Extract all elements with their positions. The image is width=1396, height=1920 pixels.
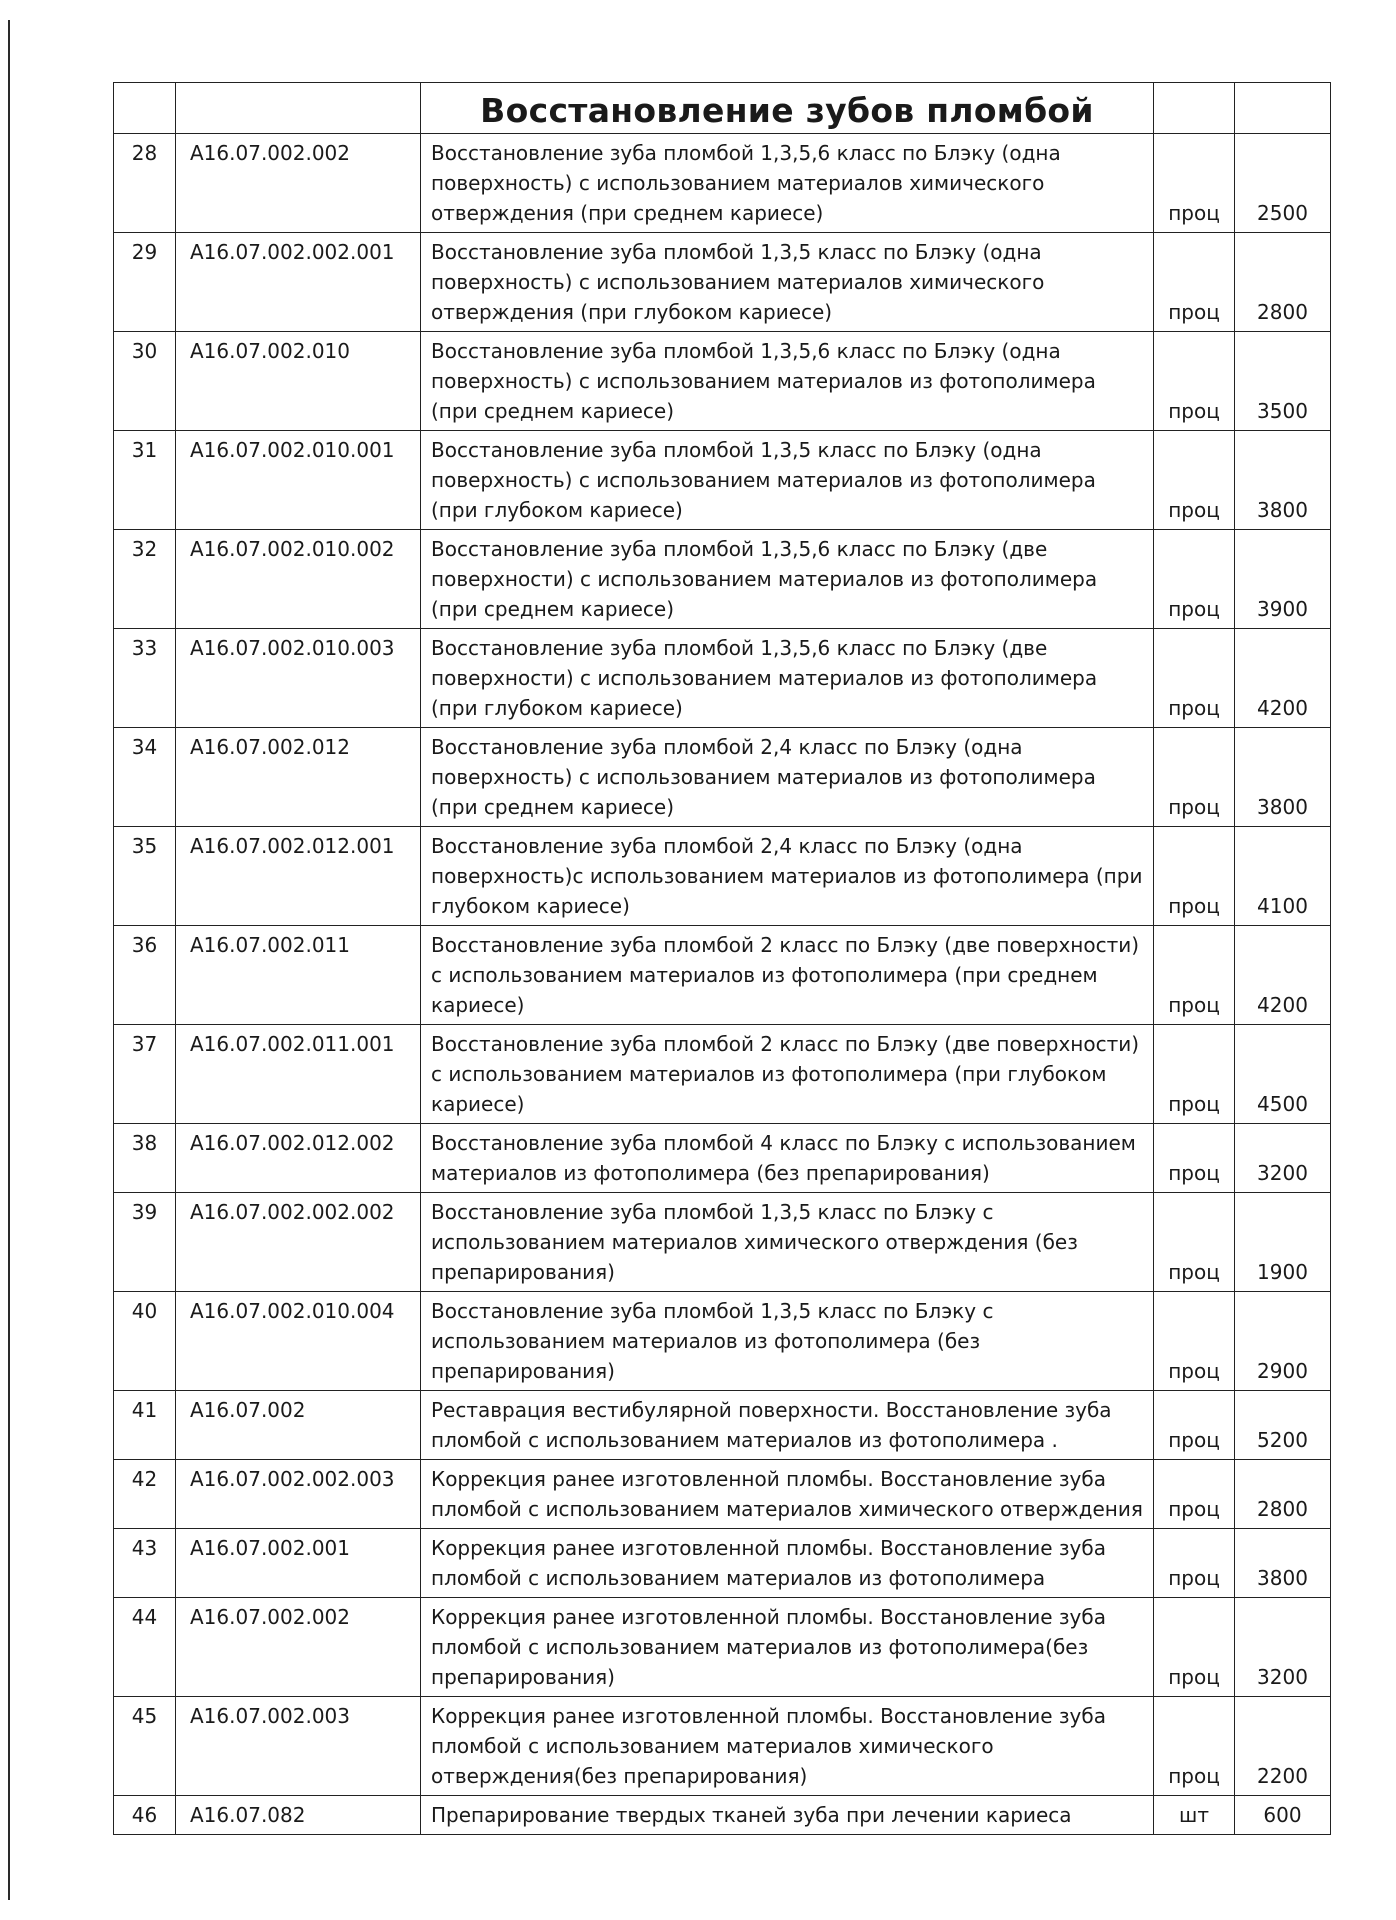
table-row	[114, 1598, 1331, 1697]
table-row	[114, 1529, 1331, 1598]
table-row	[114, 1391, 1331, 1460]
service-name: Восстановление зуба пломбой 2 класс по Блэку (две поверхности) с использованием материалов из фотополимера (при среднем кариесе)	[421, 926, 1154, 1025]
service-name: Реставрация вестибулярной поверхности. Восстановление зуба пломбой с использованием материалов из фотополимера .	[421, 1391, 1154, 1460]
table-row	[114, 1124, 1331, 1193]
unit-label: проц	[1154, 134, 1235, 233]
row-number: 37	[114, 1025, 176, 1124]
price-value: 5200	[1235, 1391, 1331, 1460]
service-name: Восстановление зуба пломбой 1,3,5,6 класс по Блэку (одна поверхность) с использованием материалов из фотополимера (при среднем кариесе)	[421, 332, 1154, 431]
service-name: Восстановление зуба пломбой 1,3,5,6 класс по Блэку (одна поверхность) с использованием материалов химического отверждения (при среднем кариесе)	[421, 134, 1154, 233]
row-number: 40	[114, 1292, 176, 1391]
table-row	[114, 926, 1331, 1025]
row-number: 36	[114, 926, 176, 1025]
table-row	[114, 332, 1331, 431]
row-number: 33	[114, 629, 176, 728]
price-value: 3800	[1235, 1529, 1331, 1598]
service-code: A16.07.002	[176, 1391, 421, 1460]
unit-label: проц	[1154, 1697, 1235, 1796]
service-code: A16.07.002.002.002	[176, 1193, 421, 1292]
row-number: 44	[114, 1598, 176, 1697]
service-name: Восстановление зуба пломбой 2,4 класс по Блэку (одна поверхность)с использованием материалов из фотополимера (при глубоком кариесе)	[421, 827, 1154, 926]
price-value: 4200	[1235, 926, 1331, 1025]
table-header-row	[114, 83, 1331, 134]
service-name: Восстановление зуба пломбой 1,3,5 класс по Блэку с использованием материалов химического отверждения (без препарирования)	[421, 1193, 1154, 1292]
service-name: Восстановление зуба пломбой 1,3,5 класс по Блэку (одна поверхность) с использованием материалов химического отверждения (при глубоком кариесе)	[421, 233, 1154, 332]
unit-label: проц	[1154, 1193, 1235, 1292]
price-value: 3800	[1235, 431, 1331, 530]
service-name: Коррекция ранее изготовленной пломбы. Восстановление зуба пломбой с использованием материалов из фотополимера	[421, 1529, 1154, 1598]
row-number: 42	[114, 1460, 176, 1529]
row-number: 32	[114, 530, 176, 629]
header-empty-cell	[1235, 83, 1331, 134]
service-name: Восстановление зуба пломбой 4 класс по Блэку с использованием материалов из фотополимера (без препарирования)	[421, 1124, 1154, 1193]
unit-label: проц	[1154, 1598, 1235, 1697]
price-value: 4200	[1235, 629, 1331, 728]
price-value: 3900	[1235, 530, 1331, 629]
table-row	[114, 1025, 1331, 1124]
service-code: A16.07.002.002.003	[176, 1460, 421, 1529]
service-name: Коррекция ранее изготовленной пломбы. Восстановление зуба пломбой с использованием материалов химического отверждения(без препарирования)	[421, 1697, 1154, 1796]
row-number: 46	[114, 1796, 176, 1835]
service-name: Восстановление зуба пломбой 2 класс по Блэку (две поверхности) с использованием материалов из фотополимера (при глубоком кариесе)	[421, 1025, 1154, 1124]
price-value: 600	[1235, 1796, 1331, 1835]
price-value: 1900	[1235, 1193, 1331, 1292]
header-empty-cell	[176, 83, 421, 134]
unit-label: проц	[1154, 431, 1235, 530]
price-value: 3200	[1235, 1124, 1331, 1193]
row-number: 39	[114, 1193, 176, 1292]
service-name: Коррекция ранее изготовленной пломбы. Восстановление зуба пломбой с использованием материалов из фотополимера(без препарирования)	[421, 1598, 1154, 1697]
service-code: A16.07.002.012	[176, 728, 421, 827]
row-number: 41	[114, 1391, 176, 1460]
table-row	[114, 728, 1331, 827]
price-table	[113, 82, 1331, 1835]
service-name: Препарирование твердых тканей зуба при лечении кариеса	[421, 1796, 1154, 1835]
price-value: 2800	[1235, 1460, 1331, 1529]
unit-label: проц	[1154, 1025, 1235, 1124]
table-row	[114, 1697, 1331, 1796]
service-code: A16.07.002.012.002	[176, 1124, 421, 1193]
unit-label: проц	[1154, 332, 1235, 431]
unit-label: проц	[1154, 233, 1235, 332]
unit-label: проц	[1154, 1391, 1235, 1460]
document-title: Восстановление зубов пломбой	[421, 83, 1154, 134]
unit-label: проц	[1154, 827, 1235, 926]
unit-label: проц	[1154, 1460, 1235, 1529]
price-value: 4500	[1235, 1025, 1331, 1124]
row-number: 43	[114, 1529, 176, 1598]
header-empty-cell	[114, 83, 176, 134]
unit-label: проц	[1154, 728, 1235, 827]
price-value: 3800	[1235, 728, 1331, 827]
service-name: Восстановление зуба пломбой 1,3,5 класс по Блэку (одна поверхность) с использованием материалов из фотополимера (при глубоком кариесе)	[421, 431, 1154, 530]
table-row	[114, 629, 1331, 728]
service-code: A16.07.082	[176, 1796, 421, 1835]
price-value: 2500	[1235, 134, 1331, 233]
table-body	[114, 134, 1331, 1835]
row-number: 28	[114, 134, 176, 233]
price-value: 3500	[1235, 332, 1331, 431]
service-code: A16.07.002.011.001	[176, 1025, 421, 1124]
table-row	[114, 233, 1331, 332]
service-name: Коррекция ранее изготовленной пломбы. Восстановление зуба пломбой с использованием материалов химического отверждения	[421, 1460, 1154, 1529]
unit-label: проц	[1154, 629, 1235, 728]
service-code: A16.07.002.003	[176, 1697, 421, 1796]
unit-label: проц	[1154, 926, 1235, 1025]
row-number: 31	[114, 431, 176, 530]
service-code: A16.07.002.010.004	[176, 1292, 421, 1391]
row-number: 30	[114, 332, 176, 431]
service-code: A16.07.002.002	[176, 134, 421, 233]
table-row	[114, 1796, 1331, 1835]
price-value: 2900	[1235, 1292, 1331, 1391]
price-value: 2800	[1235, 233, 1331, 332]
service-code: A16.07.002.010	[176, 332, 421, 431]
row-number: 34	[114, 728, 176, 827]
unit-label: проц	[1154, 1124, 1235, 1193]
unit-label: проц	[1154, 1292, 1235, 1391]
service-code: A16.07.002.002.001	[176, 233, 421, 332]
price-value: 4100	[1235, 827, 1331, 926]
row-number: 38	[114, 1124, 176, 1193]
table-row	[114, 1193, 1331, 1292]
service-code: A16.07.002.001	[176, 1529, 421, 1598]
price-value: 2200	[1235, 1697, 1331, 1796]
service-name: Восстановление зуба пломбой 1,3,5 класс по Блэку с использованием материалов из фотополимера (без препарирования)	[421, 1292, 1154, 1391]
table-row	[114, 1460, 1331, 1529]
row-number: 35	[114, 827, 176, 926]
header-empty-cell	[1154, 83, 1235, 134]
unit-label: проц	[1154, 1529, 1235, 1598]
row-number: 29	[114, 233, 176, 332]
service-code: A16.07.002.010.002	[176, 530, 421, 629]
service-code: A16.07.002.002	[176, 1598, 421, 1697]
page-edge-line	[8, 20, 10, 1900]
service-code: A16.07.002.011	[176, 926, 421, 1025]
service-code: A16.07.002.012.001	[176, 827, 421, 926]
unit-label: шт	[1154, 1796, 1235, 1835]
service-name: Восстановление зуба пломбой 1,3,5,6 класс по Блэку (две поверхности) с использованием материалов из фотополимера (при глубоком кариесе)	[421, 629, 1154, 728]
table-row	[114, 431, 1331, 530]
service-name: Восстановление зуба пломбой 1,3,5,6 класс по Блэку (две поверхности) с использованием материалов из фотополимера (при среднем кариесе)	[421, 530, 1154, 629]
table-row	[114, 827, 1331, 926]
service-code: A16.07.002.010.001	[176, 431, 421, 530]
service-name: Восстановление зуба пломбой 2,4 класс по Блэку (одна поверхность) с использованием материалов из фотополимера (при среднем кариесе)	[421, 728, 1154, 827]
service-code: A16.07.002.010.003	[176, 629, 421, 728]
table-row	[114, 134, 1331, 233]
table-row	[114, 1292, 1331, 1391]
table-row	[114, 530, 1331, 629]
unit-label: проц	[1154, 530, 1235, 629]
row-number: 45	[114, 1697, 176, 1796]
price-value: 3200	[1235, 1598, 1331, 1697]
